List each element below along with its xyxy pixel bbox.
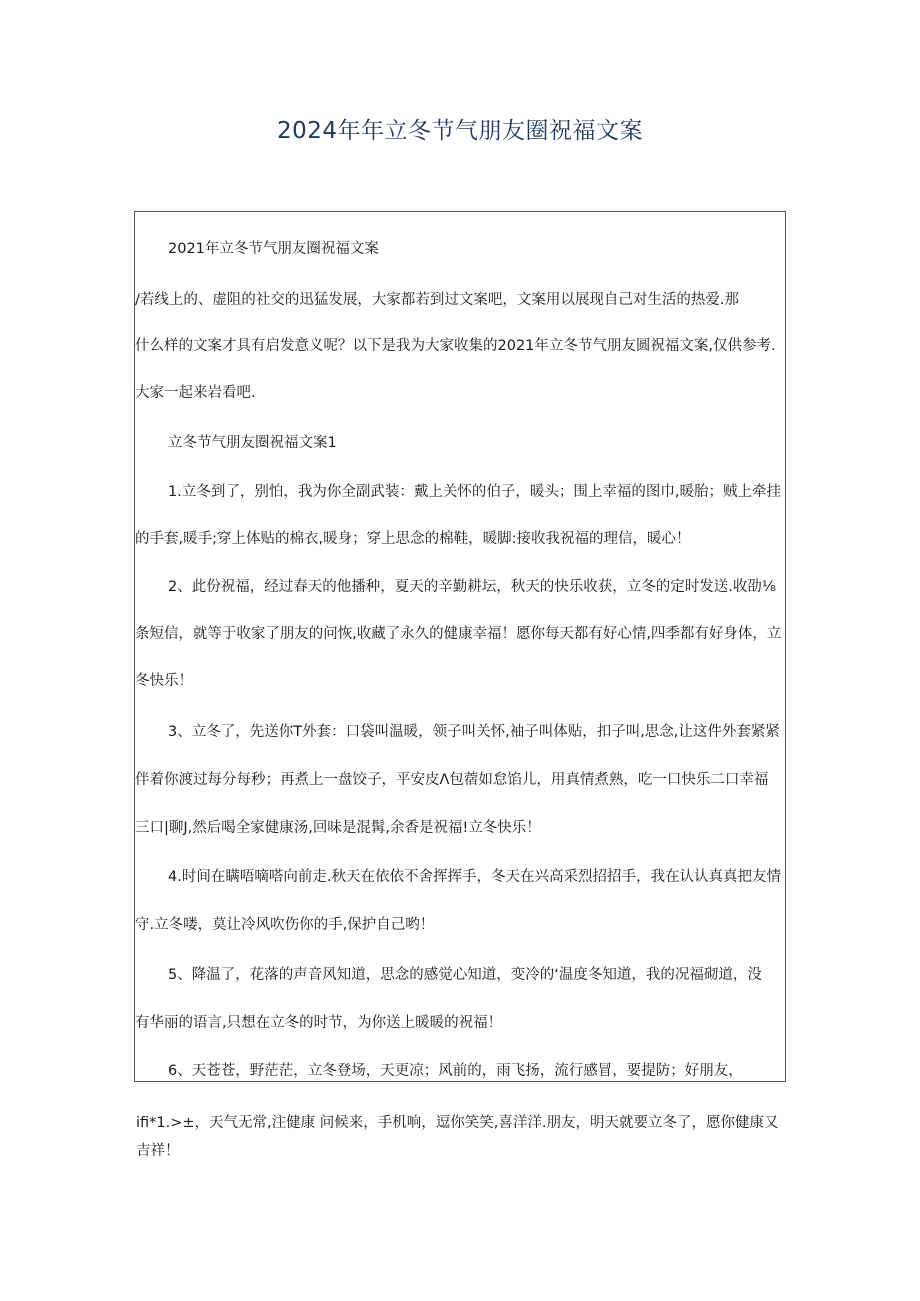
paragraph-line: 3、立冬了，先送你T外套：口袋叫温暖，领子叫关怀,袖子叫体贴，扣子叫,思念,让这件外套紧紧 [168, 724, 780, 740]
paragraph-line: 6、天苍苍，野茫茫，立冬登场，天更凉；风前的，雨飞扬，流行感冒，要提防；好朋友， [168, 1063, 743, 1079]
paragraph-line: 大家一起来岩看吧. [135, 385, 256, 401]
paragraph-line: 4.时间在瞒唔嘀嗒向前走.秋天在依依不舍挥挥手，冬天在兴高采烈招招手，我在认认真真把友情 [168, 869, 781, 885]
heading-line: 2021年立冬节气朋友圈祝福文案 [168, 241, 379, 257]
paragraph-line: 的手套,暖手;穿上体贴的棉衣,暖身；穿上思念的棉鞋，暖脚:接收我祝福的理信，暖心！ [135, 531, 691, 547]
paragraph-line: 有华丽的语言,只想在立冬的时节，为你送上暖暖的祝福！ [135, 1015, 503, 1031]
trailing-paragraph-line: 吉祥！ [136, 1143, 180, 1159]
paragraph-line: 5、降温了，花落的声音风知道，思念的感觉心知道，变冷的‘温度冬知道，我的况福砌道，没 [168, 967, 762, 983]
paragraph-line: 三口|聊J,然后喝全家健康汤,回味是混髯,余香是祝福!立冬快乐！ [135, 820, 541, 836]
paragraph-line: 1.立冬到了，别怕，我为你全副武装：戴上关怀的伯子，暖头；围上幸福的图巾,暖胎；贼上牵挂 [168, 484, 781, 500]
paragraph-line: 冬快乐！ [135, 673, 193, 689]
paragraph-line: 伴着你渡过每分每秒；再煮上一盘饺子，平安皮Λ包蓿如怠馅儿，用真情煮熟，吃一口快乐二口幸福 [135, 772, 769, 788]
heading-line: 立冬节气朋友圈祝福文案1 [168, 435, 337, 451]
paragraph-line: 条短信，就等于收家了朋友的问恢,收藏了永久的健康幸福！愿你每天都有好心情,四季都有好身体，立 [135, 626, 782, 642]
paragraph-line: 2、此份祝福，经过春天的他播种，夏天的辛勤耕坛，秋天的快乐收获，立冬的定时发送.收劭⅛ [168, 579, 776, 595]
paragraph-line: /若线上的、虚阻的社交的迅猛发展，大家都若到过文案吧，文案用以展现自己对生活的热爱.那 [135, 292, 739, 308]
page-title: 2024年年立冬节气朋友圈祝福文案 [276, 118, 644, 144]
content-box [134, 211, 786, 1082]
paragraph-line: 什么样的文案才具有启发意义呢？以下是我为大家收集的2021年立冬节气朋友圆祝福文案,仅供参考. [135, 338, 776, 354]
paragraph-line: 守.立冬喽，莫让冷风吹伤你的手,保护自己哟！ [135, 917, 435, 933]
trailing-paragraph-line: ifi*1.>±，天气无常,注健康 问候来，手机响，逗你笑笑,喜洋洋.朋友，明天就要立冬了，愿你健康又 [136, 1115, 779, 1131]
